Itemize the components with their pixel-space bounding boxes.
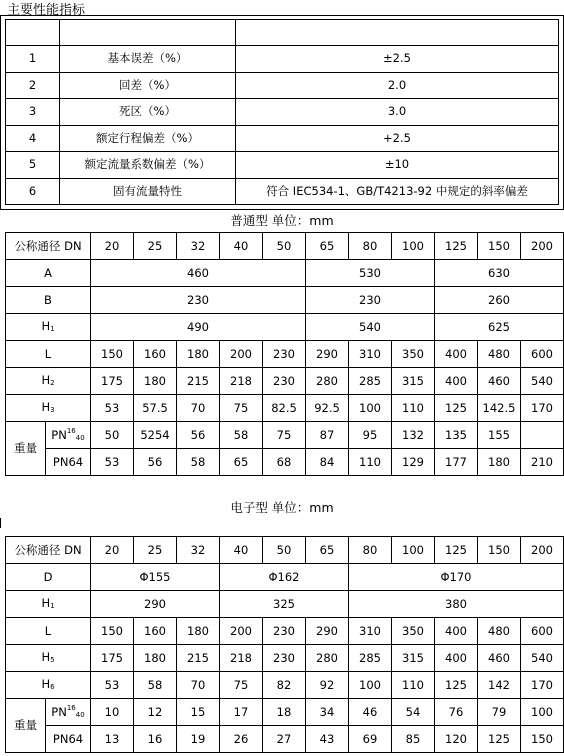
perf-row-value: 3.0 [236, 99, 559, 126]
pn64-value: 177 [435, 449, 478, 476]
pn64-label: PN64 [46, 449, 91, 476]
row-H5-value: 285 [349, 645, 392, 672]
perf-row [6, 99, 559, 126]
row-H3-value: 70 [177, 395, 220, 422]
dn-label: 公称通径 DN [6, 233, 91, 260]
row-H2-value: 400 [435, 368, 478, 395]
pn64-value: 180 [478, 449, 521, 476]
row-L [6, 341, 564, 368]
perf-row-name: 基本误差（%） [60, 46, 236, 73]
row-L-value: 350 [392, 341, 435, 368]
pn40-subscript: 40 [75, 710, 85, 719]
row-L-value: 150 [91, 618, 134, 645]
pn64-value: 19 [177, 726, 220, 753]
dn-row [6, 537, 564, 564]
row-A-value: 630 [435, 260, 564, 287]
perf-row-number: 3 [6, 99, 60, 126]
row-H5-value: 280 [306, 645, 349, 672]
dn-value: 150 [478, 537, 521, 564]
row-H2-value: 180 [134, 368, 177, 395]
pn40-value: 100 [521, 699, 564, 726]
row-L-label-text: L [44, 623, 52, 638]
row-H2 [6, 368, 564, 395]
pn40-value: 79 [478, 699, 521, 726]
row-H5-value: 215 [177, 645, 220, 672]
row-H3-value: 142.5 [478, 395, 521, 422]
section-title: 主要性能指标 [7, 3, 86, 18]
row-H2-value: 460 [478, 368, 521, 395]
row-B-label: B [6, 287, 91, 314]
dn-value: 65 [306, 537, 349, 564]
row-H6-value: 92 [306, 672, 349, 699]
row-H1-value: 290 [91, 591, 220, 618]
row-H5-value: 230 [263, 645, 306, 672]
perf-row-name: 额定流量系数偏差（%） [60, 152, 236, 179]
pn40-value: 15 [177, 699, 220, 726]
cursor-mark [0, 518, 1, 528]
dn-value: 200 [521, 537, 564, 564]
row-H6-value: 142 [478, 672, 521, 699]
pn64-value: 56 [134, 449, 177, 476]
pn64-value: 68 [263, 449, 306, 476]
row-H5 [6, 645, 564, 672]
row-H3-value: 110 [392, 395, 435, 422]
row-H2-value: 230 [263, 368, 306, 395]
pn40-value [521, 422, 564, 449]
dn-label: 公称通径 DN [6, 537, 91, 564]
row-H2-label-text: H [41, 373, 51, 388]
pn40-superscript: 16 [66, 703, 76, 712]
pn40-value: 76 [435, 699, 478, 726]
row-A-value: 530 [306, 260, 435, 287]
row-H5-value: 400 [435, 645, 478, 672]
perf-header-blank [6, 20, 60, 46]
pn40-value: 155 [478, 422, 521, 449]
pn40-value: 5254 [134, 422, 177, 449]
dn-value: 125 [435, 233, 478, 260]
row-L-value: 200 [220, 341, 263, 368]
perf-row-number: 5 [6, 152, 60, 179]
row-H6 [6, 672, 564, 699]
row-B-value: 230 [91, 287, 306, 314]
perf-row-value: +2.5 [236, 125, 559, 152]
perf-row-number: 1 [6, 46, 60, 73]
pn40-value: 18 [263, 699, 306, 726]
pn40-value: 17 [220, 699, 263, 726]
pn40-value: 132 [392, 422, 435, 449]
perf-row [6, 125, 559, 152]
perf-row-value: ±10 [236, 152, 559, 179]
dn-value: 100 [392, 233, 435, 260]
row-H6-value: 110 [392, 672, 435, 699]
row-H3-value: 170 [521, 395, 564, 422]
row-H5-label [6, 645, 91, 672]
dn-value: 25 [134, 233, 177, 260]
weight-row-pn64 [6, 449, 564, 476]
pn64-value: 26 [220, 726, 263, 753]
row-L-label [6, 341, 91, 368]
pn64-value: 125 [478, 726, 521, 753]
row-H5-value: 218 [220, 645, 263, 672]
row-H3-label-subscript: 3 [50, 406, 55, 415]
row-L-value: 200 [220, 618, 263, 645]
row-L-value: 480 [478, 618, 521, 645]
row-H2-value: 285 [349, 368, 392, 395]
row-H1-label-text: H [41, 319, 51, 334]
pn64-value: 129 [392, 449, 435, 476]
row-H2-value: 315 [392, 368, 435, 395]
pn40-value: 87 [306, 422, 349, 449]
dn-value: 125 [435, 537, 478, 564]
row-A-value: 460 [91, 260, 306, 287]
pn40-value: 56 [177, 422, 220, 449]
row-L-value: 230 [263, 618, 306, 645]
pn40-subscript: 40 [75, 433, 85, 442]
row-H1 [6, 314, 564, 341]
pn40-label-text: PN [51, 704, 67, 719]
row-B [6, 287, 564, 314]
perf-header-blank [236, 20, 559, 46]
row-L-value: 160 [134, 618, 177, 645]
row-L-value: 310 [349, 341, 392, 368]
perf-row [6, 46, 559, 73]
row-L-value: 180 [177, 618, 220, 645]
row-H5-label-text: H [41, 650, 51, 665]
dn-value: 32 [177, 233, 220, 260]
perf-row-value: ±2.5 [236, 46, 559, 73]
pn64-value: 210 [521, 449, 564, 476]
row-H1-value: 325 [220, 591, 349, 618]
dn-value: 25 [134, 537, 177, 564]
row-H1-label-text: H [41, 596, 51, 611]
row-L-label-text: L [44, 346, 52, 361]
row-A-label: A [6, 260, 91, 287]
row-H2-value: 215 [177, 368, 220, 395]
row-H5-value: 460 [478, 645, 521, 672]
weight-label: 重量 [6, 422, 46, 476]
pn64-value: 13 [91, 726, 134, 753]
row-H1-label [6, 314, 91, 341]
row-H6-value: 125 [435, 672, 478, 699]
dn-value: 20 [91, 233, 134, 260]
dn-value: 200 [521, 233, 564, 260]
weight-row-pn40 [6, 422, 564, 449]
perf-row-value: 符合 IEC534-1、GB/T4213-92 中规定的斜率偏差 [236, 178, 559, 205]
row-L-value: 400 [435, 341, 478, 368]
dimension-table-electronic [5, 536, 564, 753]
row-D-value: Φ170 [349, 564, 564, 591]
weight-label: 重量 [6, 699, 46, 753]
row-H3-value: 57.5 [134, 395, 177, 422]
row-H6-value: 58 [134, 672, 177, 699]
pn64-value: 58 [177, 449, 220, 476]
pn64-value: 69 [349, 726, 392, 753]
row-L-value: 480 [478, 341, 521, 368]
dn-value: 32 [177, 537, 220, 564]
pn40-value: 46 [349, 699, 392, 726]
row-H5-value: 315 [392, 645, 435, 672]
row-H3-value: 100 [349, 395, 392, 422]
perf-row [6, 178, 559, 205]
row-H6-value: 170 [521, 672, 564, 699]
dn-value: 50 [263, 537, 306, 564]
table2-caption: 电子型 单位：mm [230, 500, 334, 515]
row-L-value: 150 [91, 341, 134, 368]
pn40-superscript: 16 [66, 426, 76, 435]
pn40-value: 95 [349, 422, 392, 449]
dn-value: 65 [306, 233, 349, 260]
pn40-value: 135 [435, 422, 478, 449]
pn64-value: 120 [435, 726, 478, 753]
dn-value: 40 [220, 233, 263, 260]
row-H1-value: 380 [349, 591, 564, 618]
perf-row-number: 2 [6, 72, 60, 99]
dn-row [6, 233, 564, 260]
row-H1-value: 540 [306, 314, 435, 341]
row-H3-value: 53 [91, 395, 134, 422]
row-H6-value: 75 [220, 672, 263, 699]
pn40-value: 58 [220, 422, 263, 449]
row-D-label-text: D [43, 569, 53, 584]
perf-header-row [6, 20, 559, 46]
row-L-value: 310 [349, 618, 392, 645]
dn-value: 50 [263, 233, 306, 260]
pn40-value: 50 [91, 422, 134, 449]
row-D-value: Φ155 [91, 564, 220, 591]
row-H2-value: 280 [306, 368, 349, 395]
row-H6-value: 82 [263, 672, 306, 699]
row-H5-value: 540 [521, 645, 564, 672]
pn64-value: 53 [91, 449, 134, 476]
pn64-value: 150 [521, 726, 564, 753]
perf-row-name: 额定行程偏差（%） [60, 125, 236, 152]
row-L-value: 600 [521, 341, 564, 368]
row-H5-label-subscript: 5 [50, 656, 55, 665]
pn64-label: PN64 [46, 726, 91, 753]
row-H1-label [6, 591, 91, 618]
dn-value: 150 [478, 233, 521, 260]
perf-row [6, 72, 559, 99]
row-L-value: 290 [306, 618, 349, 645]
row-H2-value: 218 [220, 368, 263, 395]
row-H2-value: 175 [91, 368, 134, 395]
row-H1-label-subscript: 1 [50, 325, 55, 334]
pn64-value: 27 [263, 726, 306, 753]
row-H3-value: 92.5 [306, 395, 349, 422]
row-H5-value: 175 [91, 645, 134, 672]
row-H6-value: 70 [177, 672, 220, 699]
row-D [6, 564, 564, 591]
perf-row-value: 2.0 [236, 72, 559, 99]
row-H6-label-subscript: 6 [50, 683, 55, 692]
pn64-value: 65 [220, 449, 263, 476]
row-H3-value: 125 [435, 395, 478, 422]
pn64-value: 85 [392, 726, 435, 753]
row-L-value: 400 [435, 618, 478, 645]
weight-row-pn64 [6, 726, 564, 753]
perf-row-number: 4 [6, 125, 60, 152]
row-H2-label-subscript: 2 [50, 379, 55, 388]
row-H3 [6, 395, 564, 422]
pn40-value: 75 [263, 422, 306, 449]
perf-row-name: 回差（%） [60, 72, 236, 99]
dn-value: 100 [392, 537, 435, 564]
row-H5-value: 180 [134, 645, 177, 672]
row-B-value: 260 [435, 287, 564, 314]
perf-table [5, 19, 559, 205]
dn-value: 40 [220, 537, 263, 564]
row-D-value: Φ162 [220, 564, 349, 591]
weight-row-pn40 [6, 699, 564, 726]
row-H1 [6, 591, 564, 618]
pn40-label-text: PN [51, 427, 67, 442]
perf-row [6, 152, 559, 179]
row-B-value: 230 [306, 287, 435, 314]
row-L [6, 618, 564, 645]
row-H1-value: 625 [435, 314, 564, 341]
pn64-value: 43 [306, 726, 349, 753]
row-L-label [6, 618, 91, 645]
row-H3-label-text: H [41, 400, 51, 415]
row-H6-value: 53 [91, 672, 134, 699]
row-H2-label [6, 368, 91, 395]
pn40-label [46, 422, 91, 449]
pn64-value: 110 [349, 449, 392, 476]
row-L-value: 180 [177, 341, 220, 368]
row-L-value: 290 [306, 341, 349, 368]
pn64-value: 16 [134, 726, 177, 753]
perf-row-name: 固有流量特性 [60, 178, 236, 205]
row-H3-label [6, 395, 91, 422]
row-A [6, 260, 564, 287]
row-H1-label-subscript: 1 [50, 602, 55, 611]
row-L-value: 600 [521, 618, 564, 645]
pn40-value: 34 [306, 699, 349, 726]
row-H6-label-text: H [41, 677, 51, 692]
perf-row-number: 6 [6, 178, 60, 205]
row-D-label [6, 564, 91, 591]
dn-value: 20 [91, 537, 134, 564]
dn-value: 80 [349, 537, 392, 564]
row-L-value: 160 [134, 341, 177, 368]
table1-caption: 普通型 单位：mm [230, 213, 334, 228]
row-L-value: 350 [392, 618, 435, 645]
pn40-value: 54 [392, 699, 435, 726]
row-H2-value: 540 [521, 368, 564, 395]
perf-row-name: 死区（%） [60, 99, 236, 126]
pn40-value: 10 [91, 699, 134, 726]
row-H6-value: 100 [349, 672, 392, 699]
row-H6-label [6, 672, 91, 699]
dimension-table-standard [5, 232, 564, 476]
pn40-label [46, 699, 91, 726]
row-L-value: 230 [263, 341, 306, 368]
pn40-value: 12 [134, 699, 177, 726]
row-H1-value: 490 [91, 314, 306, 341]
pn64-value: 84 [306, 449, 349, 476]
perf-header-blank [60, 20, 236, 46]
dn-value: 80 [349, 233, 392, 260]
row-H3-value: 82.5 [263, 395, 306, 422]
row-H3-value: 75 [220, 395, 263, 422]
